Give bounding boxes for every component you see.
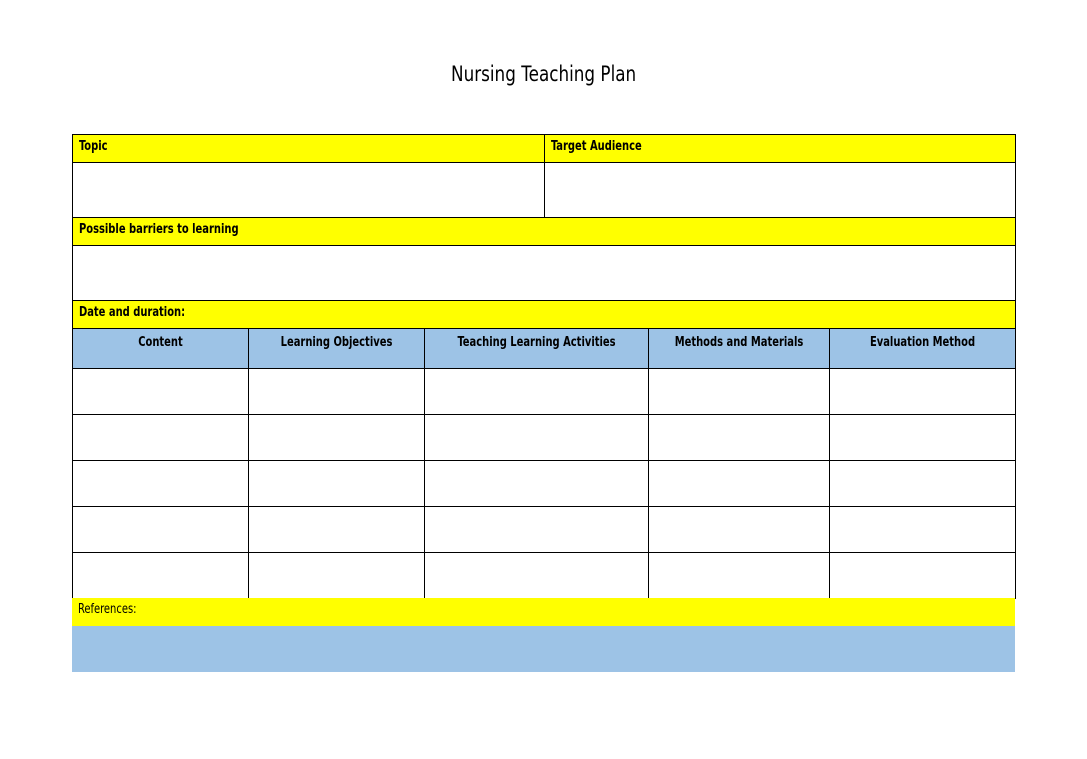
references-section (72, 598, 1015, 672)
table-cell-teaching-learning-activities[interactable] (425, 461, 649, 507)
table-cell-evaluation-method[interactable] (830, 461, 1016, 507)
table-cell-methods-and-materials[interactable] (649, 461, 830, 507)
table-row (73, 553, 1016, 599)
column-header-content (73, 329, 249, 369)
target-audience-field[interactable] (545, 163, 1016, 218)
table-cell-teaching-learning-activities[interactable] (425, 507, 649, 553)
table-cell-teaching-learning-activities[interactable] (425, 553, 649, 599)
table-cell-evaluation-method[interactable] (830, 369, 1016, 415)
table-cell-learning-objectives[interactable] (249, 507, 425, 553)
barriers-label: Possible barriers to learning (78, 222, 239, 237)
references-field[interactable] (72, 626, 1015, 672)
date-duration-label-cell[interactable] (73, 301, 1016, 329)
table-cell-teaching-learning-activities[interactable] (425, 415, 649, 461)
table-cell-methods-and-materials[interactable] (649, 369, 830, 415)
table-cell-content[interactable] (73, 369, 249, 415)
column-header-methods-and-materials (649, 329, 830, 369)
table-cell-methods-and-materials[interactable] (649, 507, 830, 553)
table-cell-evaluation-method[interactable] (830, 415, 1016, 461)
table-cell-methods-and-materials[interactable] (649, 553, 830, 599)
table-cell-content[interactable] (73, 415, 249, 461)
topic-field[interactable] (73, 163, 545, 218)
topic-label: Topic (78, 139, 108, 154)
table-cell-evaluation-method[interactable] (830, 553, 1016, 599)
barriers-field[interactable] (73, 246, 1016, 301)
table-row (73, 507, 1016, 553)
references-label: References: (77, 602, 137, 617)
column-header-learning-objectives (249, 329, 425, 369)
column-header-label: Methods and Materials (674, 335, 804, 350)
references-label-bar (72, 598, 1015, 626)
barriers-label-cell (73, 218, 1016, 246)
date-duration-label: Date and duration: (78, 305, 186, 320)
table-cell-evaluation-method[interactable] (830, 507, 1016, 553)
table-cell-methods-and-materials[interactable] (649, 415, 830, 461)
column-header-label: Evaluation Method (869, 335, 976, 350)
column-header-teaching-learning-activities (425, 329, 649, 369)
topic-label-cell (73, 135, 545, 163)
target-audience-label: Target Audience (550, 139, 642, 154)
table-cell-content[interactable] (73, 507, 249, 553)
table-row (73, 369, 1016, 415)
teaching-plan-form (72, 134, 1015, 672)
column-header-label: Teaching Learning Activities (457, 335, 616, 350)
table-row (73, 415, 1016, 461)
table-cell-content[interactable] (73, 461, 249, 507)
table-cell-learning-objectives[interactable] (249, 553, 425, 599)
teaching-plan-table (72, 134, 1016, 599)
table-cell-learning-objectives[interactable] (249, 369, 425, 415)
table-cell-teaching-learning-activities[interactable] (425, 369, 649, 415)
table-cell-learning-objectives[interactable] (249, 415, 425, 461)
column-header-label: Content (138, 335, 183, 350)
table-cell-learning-objectives[interactable] (249, 461, 425, 507)
column-header-evaluation-method (830, 329, 1016, 369)
page-title: Nursing Teaching Plan (451, 62, 637, 86)
column-header-label: Learning Objectives (280, 335, 393, 350)
table-cell-content[interactable] (73, 553, 249, 599)
target-audience-label-cell (545, 135, 1016, 163)
table-row (73, 461, 1016, 507)
